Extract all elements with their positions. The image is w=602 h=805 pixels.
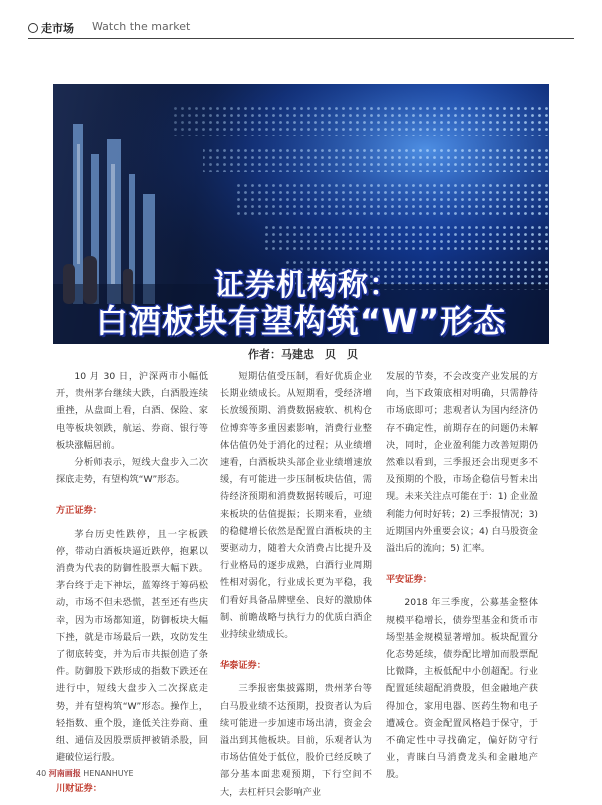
subheading-huatai: 华泰证券：: [220, 660, 266, 672]
magazine-name-en: HENANHUYE: [83, 769, 134, 778]
subheading-pingan: 平安证券：: [386, 574, 432, 586]
section-label-en: Watch the market: [92, 20, 191, 33]
author-byline: 作者：马建忠 贝 贝: [248, 348, 358, 361]
subheading-fangzheng: 方正证券：: [56, 505, 102, 517]
article-title-line1: 证券机构称：: [214, 268, 400, 303]
paragraph: 发展的节奏，不会改变产业发展的方向，当下政策底相对明确，只需静待市场底即可；悲观者认为国内经济仍存不确定性，前期存在的问题仍未解决，同时，企业盈利能力改善短期仍然难以看到，三季报还会出现更多不及预期的个股，市场企稳信号暂未出现。未来关注点可能在于：1) 企业盈利能力何时好转；2) 三季报情况；3) 近期国内外重要会议；4) 白马股资金溢出后的流向；5) 汇率。: [386, 371, 538, 555]
paragraph: 10 月 30 日，沪深两市小幅低开，贵州茅台继续大跌，白酒股连续重挫，从盘面上看，白酒、保险、家电等板块领跌，航运、券商、银行等板块涨幅居前。: [56, 371, 208, 451]
header-divider: [28, 38, 574, 39]
page-number: 40: [36, 769, 47, 778]
article-column-2: [220, 368, 372, 801]
page-header: [28, 16, 574, 36]
paragraph: 短期估值受压制，看好优质企业长期业绩成长。从短期看，受经济增长放缓预期、消费数据疲软、机构仓位博弈等多重因素影响，消费行业整体估值仍处于消化的过程；从业绩增速看，白酒板块头部企业业绩增速放缓，有可能进一步压制板块估值，需待经济预期和消费数据转暖后，可迎来板块的估值提振；长期来看，业绩的稳健增长依然是配置白酒板块的主要驱动力，随着大众消费占比提升及行业格局的逐步成熟，白酒行业周期性相对弱化，行业成长更为平稳，我们看好具备品牌壁垒、良好的激励体制、前瞻战略与执行力的优质白酒企业持续业绩成长。: [220, 371, 372, 641]
paragraph: 2018 年三季度，公募基金整体规模平稳增长，债券型基金和货币市场型基金规模显著增加。板块配置分化态势延续，债券配比增加而股票配比微降，主板低配中小创超配。行业配置延续超配消费股，但金融地产获得加仓，家用电器、医药生物和电子遭减仓。资金配置风格趋于保守，于不确定性中寻找确定，偏好防守行业，青睐白马消费龙头和金融地产股。: [386, 597, 538, 781]
page-footer: [36, 768, 134, 779]
article-column-1: [56, 368, 208, 804]
paragraph: 分析师表示，短线大盘步入二次探底走势，有望构筑“W”形态。: [56, 457, 208, 486]
article-column-3: [386, 368, 538, 784]
magazine-name: 河南画报: [48, 769, 81, 778]
section-bullet-icon: [28, 23, 38, 33]
article-title-line2: 白酒板块有望构筑“W”形态: [95, 302, 507, 340]
subheading-chuancai: 川财证券：: [56, 783, 102, 795]
paragraph: 茅台历史性跌停，且一字板跌停，带动白酒板块逼近跌停，抱累以消费为代表的防御性股票大幅下跌。茅台终于走下神坛，蓝筹终于筹码松动，市场不但未恐慌，甚至还有些庆幸，因为市场都知道，防御板块大幅下挫，就是市场最后一跌，攻防发生了彻底转变，并为后市共振创造了条件。防御股下跌形成的指数下跌还在进行中，短线大盘步入二次探底走势，并有望构筑“W”形态。操作上，轻指数、重个股，逢低关注券商、重组、通信及因股票质押被销杀股，回避破位运行股。: [56, 528, 208, 764]
section-label: [28, 20, 74, 36]
section-title: 走市场: [41, 22, 74, 35]
hero-image: [53, 84, 549, 344]
paragraph: 三季报密集披露期，贵州茅台等白马股业绩不达预期，投资者认为后续可能进一步加速市场出清，资金会溢出到其他板块。目前，乐观者认为市场估值处于低位，股价已经反映了部分基本面悲观预期，下行空间不大，去杠杆只会影响产业: [220, 683, 372, 798]
